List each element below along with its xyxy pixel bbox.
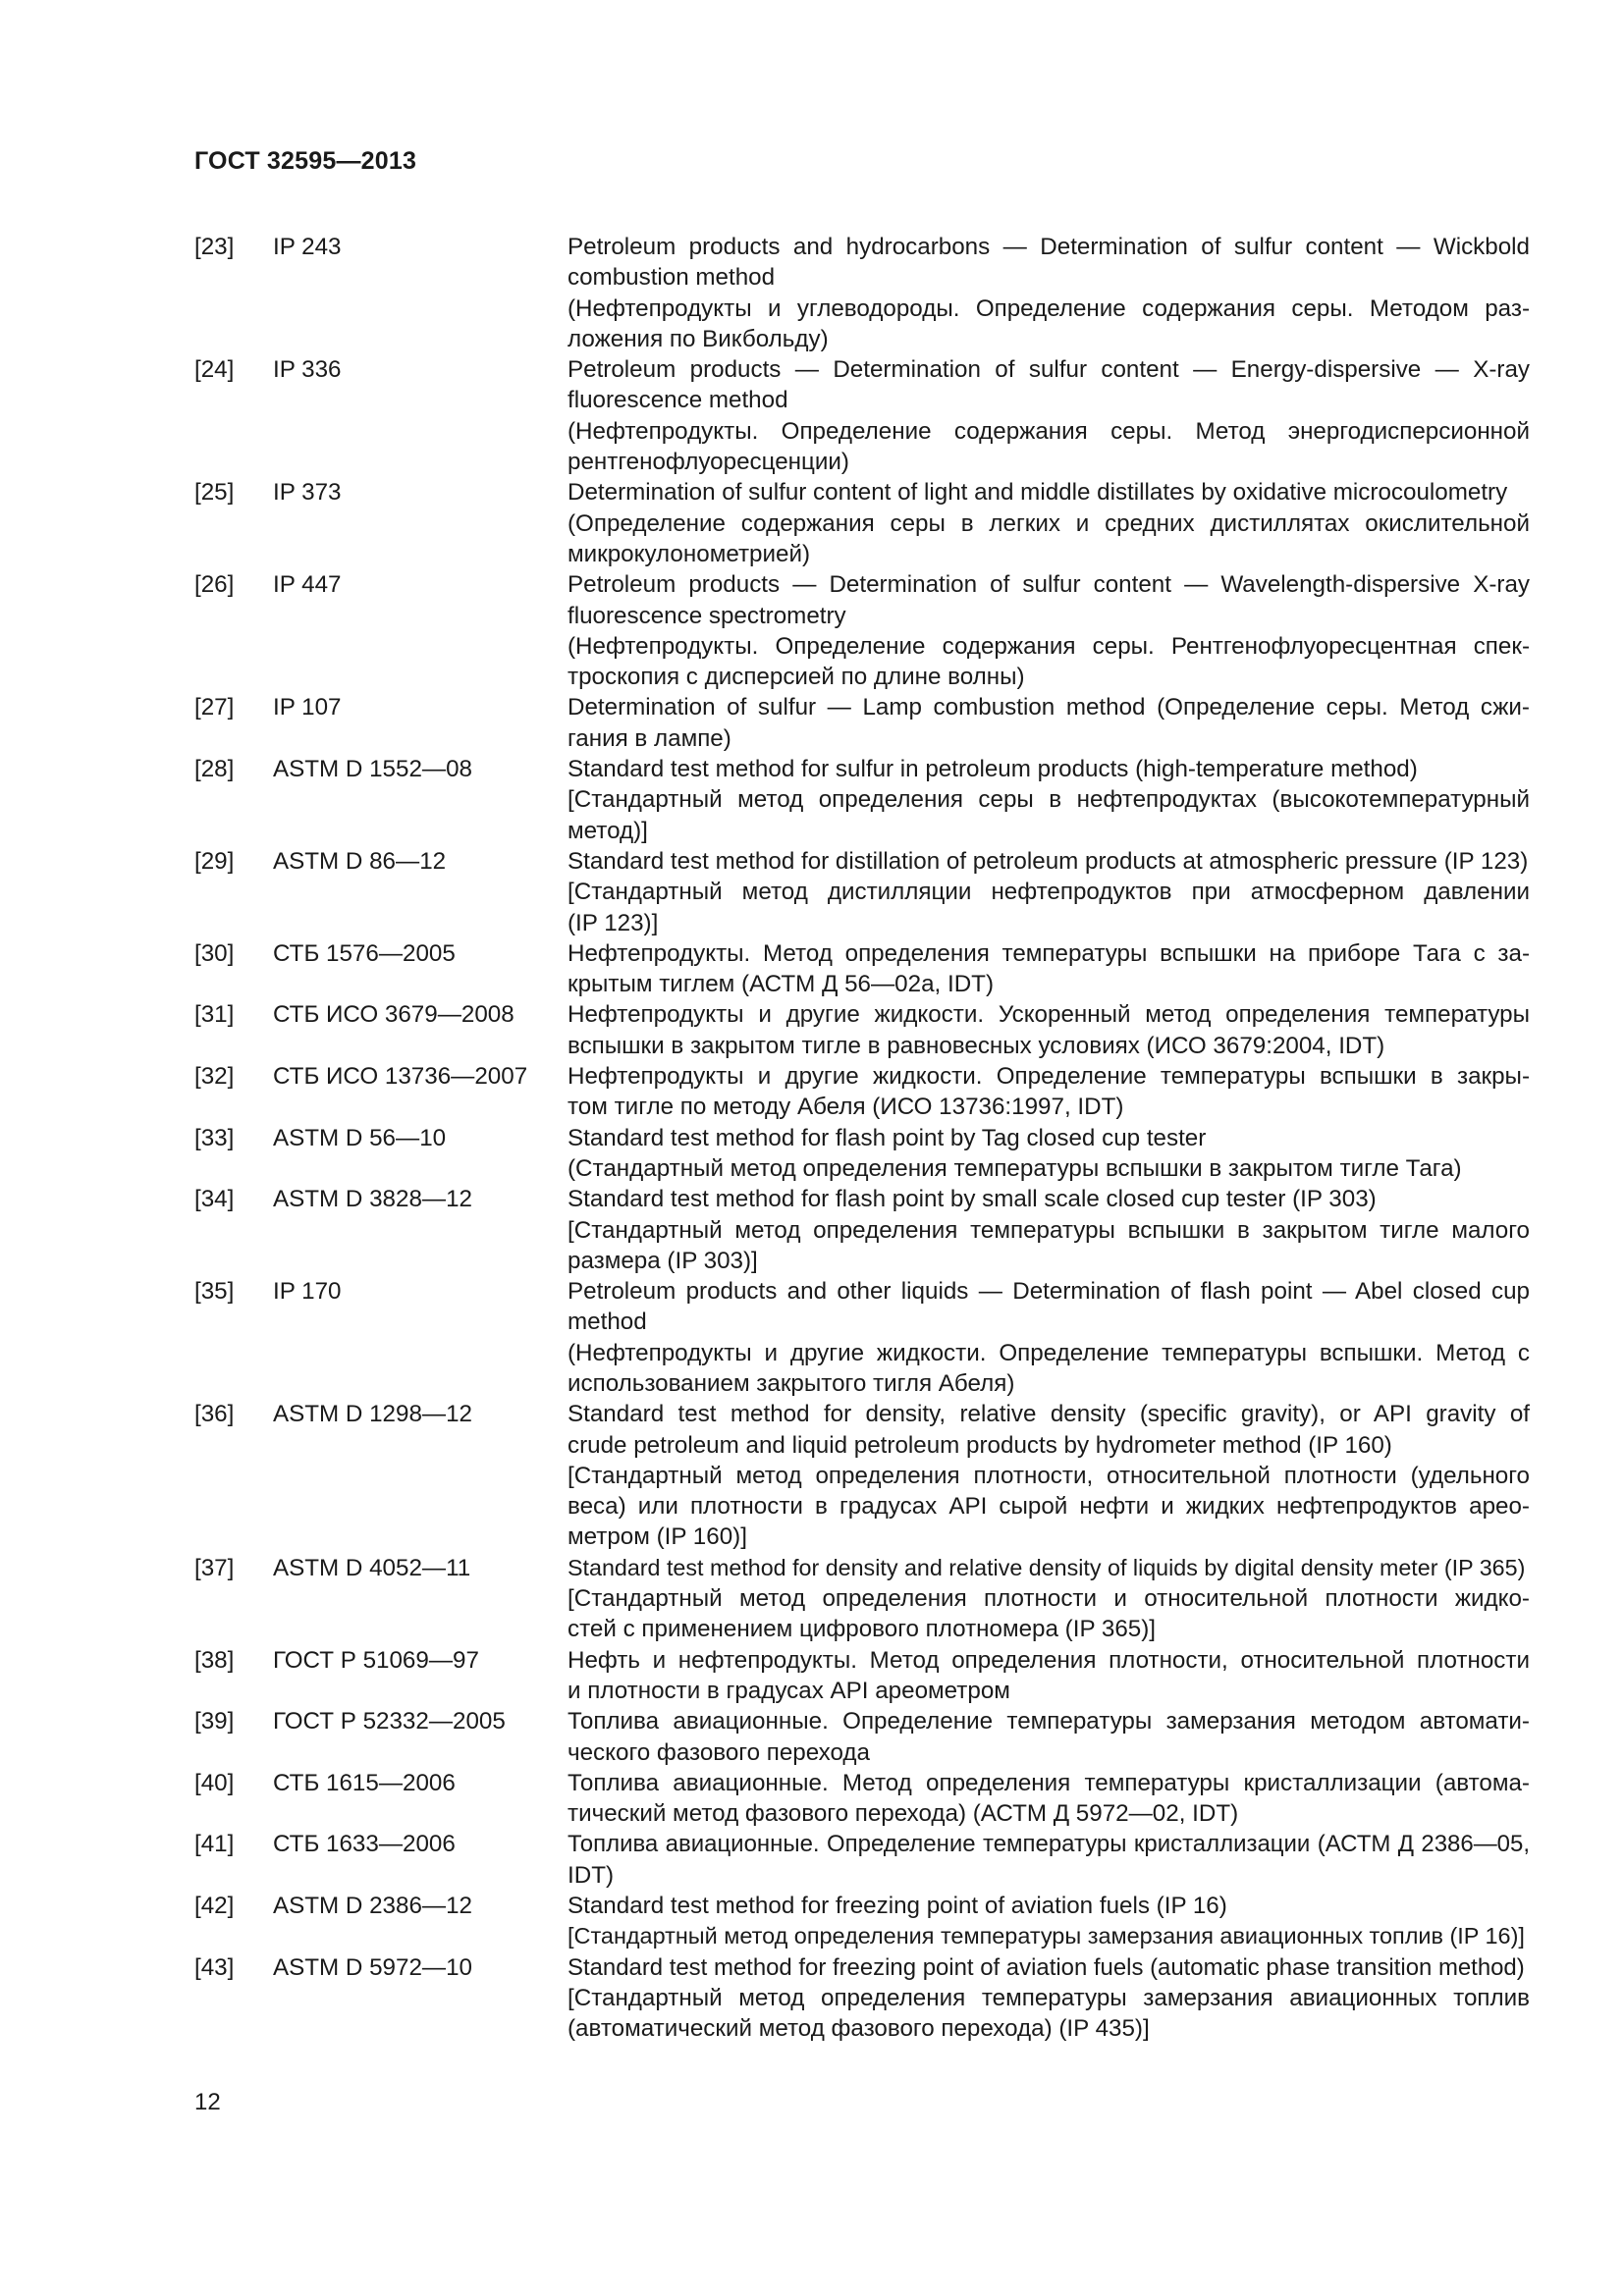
reference-title-line: микрокулонометрией) <box>568 540 811 567</box>
reference-title <box>568 1123 1530 1185</box>
reference-title-line: Нефтепродукты и другие жидкости. Ускоренный метод определения температуры <box>568 1001 1530 1029</box>
reference-title-line: [Стандартный метод определения температуры замерзания авиационных топлив <box>568 1984 1530 2011</box>
reference-number: [41] <box>194 1831 235 1858</box>
reference-entry <box>194 692 1530 754</box>
reference-title-line: Standard test method for flash point by Tag closed cup tester <box>568 1124 1207 1151</box>
reference-title <box>568 1706 1530 1768</box>
reference-code: СТБ 1615—2006 <box>273 1769 456 1796</box>
reference-entry <box>194 354 1530 477</box>
reference-title-line: том тигле по методу Абеля (ИСО 13736:1997, IDT) <box>568 1094 1124 1121</box>
reference-entry <box>194 1553 1530 1645</box>
reference-number: [37] <box>194 1554 235 1581</box>
reference-number: [28] <box>194 756 235 783</box>
reference-number: [32] <box>194 1063 235 1091</box>
reference-entry <box>194 1706 1530 1768</box>
reference-code: IP 447 <box>273 571 342 599</box>
reference-title-line: [Стандартный метод определения температуры замерзания авиационных топлив (IP 16)] <box>568 1923 1525 1949</box>
reference-title <box>568 1891 1530 1952</box>
reference-title-line: (IP 123)] <box>568 909 659 936</box>
reference-code: IP 107 <box>273 694 342 721</box>
reference-title-line: размера (IP 303)] <box>568 1247 758 1274</box>
reference-title-line: и плотности в градусах API ареометром <box>568 1677 1010 1704</box>
reference-title-line: IDT) <box>568 1861 615 1889</box>
reference-code: IP 170 <box>273 1278 342 1306</box>
reference-title <box>568 1061 1530 1123</box>
reference-title <box>568 232 1530 354</box>
reference-entry <box>194 1645 1530 1707</box>
reference-number: [30] <box>194 939 235 967</box>
reference-title-line: [Стандартный метод определения плотности, относительной плотности (удельного <box>568 1462 1530 1489</box>
reference-code: IP 373 <box>273 479 342 507</box>
reference-entry <box>194 477 1530 569</box>
reference-number: [24] <box>194 356 235 384</box>
reference-entry <box>194 1768 1530 1830</box>
reference-title-line: [Стандартный метод определения плотности и относительной плотности жидко- <box>568 1585 1530 1613</box>
reference-title-line: (Нефтепродукты и другие жидкости. Определение температуры вспышки. Метод с <box>568 1339 1530 1366</box>
reference-title-line: Determination of sulfur — Lamp combustion method (Определение серы. Метод сжи- <box>568 694 1530 721</box>
reference-entry <box>194 1891 1530 1952</box>
reference-title <box>568 569 1530 692</box>
reference-title-line: (Нефтепродукты и углеводороды. Определение содержания серы. Методом раз- <box>568 294 1530 322</box>
reference-title-line: [Стандартный метод дистилляции нефтепродуктов при атмосферном давлении <box>568 879 1530 906</box>
reference-code: СТБ 1576—2005 <box>273 939 456 967</box>
reference-title <box>568 692 1530 754</box>
reference-title <box>568 938 1530 1000</box>
reference-title-line: ческого фазового перехода <box>568 1738 870 1766</box>
reference-number: [31] <box>194 1001 235 1029</box>
reference-title-line: Нефтепродукты. Метод определения температуры вспышки на приборе Тага с за- <box>568 939 1530 967</box>
reference-code: ASTM D 86—12 <box>273 847 447 875</box>
reference-title-line: fluorescence spectrometry <box>568 602 846 629</box>
reference-number: [43] <box>194 1953 235 1981</box>
reference-code: ASTM D 2386—12 <box>273 1893 472 1920</box>
reference-title-line: Petroleum products and other liquids — Determination of flash point — Abel closed cup <box>568 1278 1530 1306</box>
reference-title <box>568 1645 1530 1707</box>
reference-entry <box>194 846 1530 938</box>
reference-title-line: Standard test method for freezing point of aviation fuels (automatic phase transition method) <box>568 1953 1525 1981</box>
reference-title <box>568 477 1530 569</box>
reference-list <box>194 232 1530 2045</box>
reference-number: [40] <box>194 1769 235 1796</box>
reference-title-line: crude petroleum and liquid petroleum products by hydrometer method (IP 160) <box>568 1431 1392 1459</box>
reference-code: СТБ ИСО 3679—2008 <box>273 1001 514 1029</box>
reference-title <box>568 1768 1530 1830</box>
reference-title <box>568 1184 1530 1276</box>
reference-title-line: Standard test method for density and relative density of liquids by digital density meter (IP 365) <box>568 1554 1526 1580</box>
reference-number: [38] <box>194 1646 235 1674</box>
reference-number: [26] <box>194 571 235 599</box>
reference-code: IP 243 <box>273 234 342 260</box>
reference-title-line: (Стандартный метод определения температуры вспышки в закрытом тигле Тага) <box>568 1154 1462 1182</box>
reference-title-line: стей с применением цифрового плотномера (IP 365)] <box>568 1616 1156 1643</box>
reference-title-line: (Нефтепродукты. Определение содержания серы. Рентгенофлуоресцентная спек- <box>568 632 1530 660</box>
reference-code: ASTM D 1298—12 <box>273 1401 472 1428</box>
reference-title-line: Petroleum products — Determination of sulfur content — Energy-dispersive — X-ray <box>568 356 1530 384</box>
reference-title-line: использованием закрытого тигля Абеля) <box>568 1369 1015 1397</box>
reference-number: [42] <box>194 1893 235 1920</box>
reference-entry <box>194 754 1530 846</box>
reference-entry <box>194 569 1530 692</box>
reference-title-line: ложения по Викбольду) <box>568 325 829 352</box>
reference-number: [25] <box>194 479 235 507</box>
reference-title-line: Standard test method for freezing point of aviation fuels (IP 16) <box>568 1893 1227 1920</box>
reference-entry <box>194 1184 1530 1276</box>
reference-title-line: [Стандартный метод определения температуры вспышки в закрытом тигле малого <box>568 1216 1530 1244</box>
reference-title-line: Petroleum products — Determination of sulfur content — Wavelength-dispersive X-ray <box>568 571 1530 599</box>
reference-number: [39] <box>194 1708 235 1735</box>
reference-title <box>568 1399 1530 1552</box>
reference-title-line: Нефтепродукты и другие жидкости. Определение температуры вспышки в закры- <box>568 1063 1530 1091</box>
reference-title-line: combustion method <box>568 264 776 292</box>
reference-title-line: [Стандартный метод определения серы в нефтепродуктах (высокотемпературный <box>568 786 1530 814</box>
reference-title-line: (автоматический метод фазового перехода) (IP 435)] <box>568 2015 1150 2043</box>
reference-code: IP 336 <box>273 356 342 384</box>
reference-title-line: Топлива авиационные. Определение температуры замерзания методом автомати- <box>568 1708 1530 1735</box>
reference-title-line: (Нефтепродукты. Определение содержания серы. Метод энергодисперсионной <box>568 417 1530 445</box>
reference-entry <box>194 999 1530 1061</box>
reference-title-line: вспышки в закрытом тигле в равновесных условиях (ИСО 3679:2004, IDT) <box>568 1032 1385 1059</box>
reference-title <box>568 754 1530 846</box>
reference-code: ASTM D 4052—11 <box>273 1554 471 1581</box>
reference-title <box>568 1276 1530 1399</box>
reference-title-line: fluorescence method <box>568 387 788 414</box>
reference-title-line: Standard test method for density, relative density (specific gravity), or API gravity of <box>568 1401 1530 1428</box>
reference-code: СТБ 1633—2006 <box>273 1831 456 1858</box>
reference-title-line: method <box>568 1308 647 1336</box>
reference-number: [23] <box>194 234 235 260</box>
reference-title-line: Нефть и нефтепродукты. Метод определения плотности, относительной плотности <box>568 1646 1530 1674</box>
reference-code: ASTM D 56—10 <box>273 1124 447 1151</box>
reference-title <box>568 1952 1530 2045</box>
reference-code: ГОСТ Р 52332—2005 <box>273 1708 506 1735</box>
reference-title <box>568 999 1530 1061</box>
reference-title-line: рентгенофлуоресценции) <box>568 449 849 476</box>
reference-entry <box>194 232 1530 354</box>
reference-title-line: Petroleum products and hydrocarbons — Determination of sulfur content — Wickbold <box>568 234 1530 260</box>
reference-title-line: троскопия с дисперсией по длине волны) <box>568 664 1025 691</box>
reference-title-line: метод)] <box>568 817 648 844</box>
reference-title-line: Топлива авиационные. Определение температуры кристаллизации (АСТМ Д 2386—05, <box>568 1831 1530 1858</box>
reference-title-line: Standard test method for flash point by small scale closed cup tester (IP 303) <box>568 1186 1377 1213</box>
reference-entry <box>194 1276 1530 1399</box>
reference-number: [34] <box>194 1186 235 1213</box>
reference-title <box>568 1553 1530 1645</box>
reference-entry <box>194 1952 1530 2045</box>
reference-number: [33] <box>194 1124 235 1151</box>
reference-title <box>568 846 1530 938</box>
reference-code: ASTM D 5972—10 <box>273 1953 472 1981</box>
reference-title-line: Standard test method for distillation of petroleum products at atmospheric pressure (IP 123) <box>568 847 1529 875</box>
reference-number: [29] <box>194 847 235 875</box>
reference-title-line: гания в лампе) <box>568 724 731 752</box>
reference-title-line: тический метод фазового перехода) (АСТМ Д 5972—02, IDT) <box>568 1800 1239 1828</box>
reference-code: ASTM D 3828—12 <box>273 1186 472 1213</box>
reference-entry <box>194 1829 1530 1891</box>
reference-title-line: метром (IP 160)] <box>568 1523 747 1551</box>
reference-title-line: крытым тиглем (АСТМ Д 56—02а, IDT) <box>568 971 994 998</box>
reference-title-line: Determination of sulfur content of light and middle distillates by oxidative microcoulometry <box>568 479 1508 507</box>
reference-title <box>568 354 1530 477</box>
reference-title-line: (Определение содержания серы в легких и средних дистиллятах окислительной <box>568 509 1530 537</box>
reference-title-line: веса) или плотности в градусах API сырой нефти и жидких нефтепродуктов арео- <box>568 1493 1530 1521</box>
reference-number: [35] <box>194 1278 235 1306</box>
reference-entry <box>194 1061 1530 1123</box>
reference-entry <box>194 1123 1530 1185</box>
reference-code: СТБ ИСО 13736—2007 <box>273 1063 528 1091</box>
reference-number: [36] <box>194 1401 235 1428</box>
page-number: 12 <box>194 2089 221 2115</box>
reference-title-line: Standard test method for sulfur in petroleum products (high-temperature method) <box>568 756 1418 783</box>
reference-title <box>568 1829 1530 1891</box>
reference-title-line: Топлива авиационные. Метод определения температуры кристаллизации (автома- <box>568 1769 1530 1796</box>
reference-code: ASTM D 1552—08 <box>273 756 472 783</box>
document-header: ГОСТ 32595—2013 <box>194 147 417 175</box>
reference-entry <box>194 938 1530 1000</box>
reference-entry <box>194 1399 1530 1552</box>
reference-code: ГОСТ Р 51069—97 <box>273 1646 479 1674</box>
reference-number: [27] <box>194 694 235 721</box>
